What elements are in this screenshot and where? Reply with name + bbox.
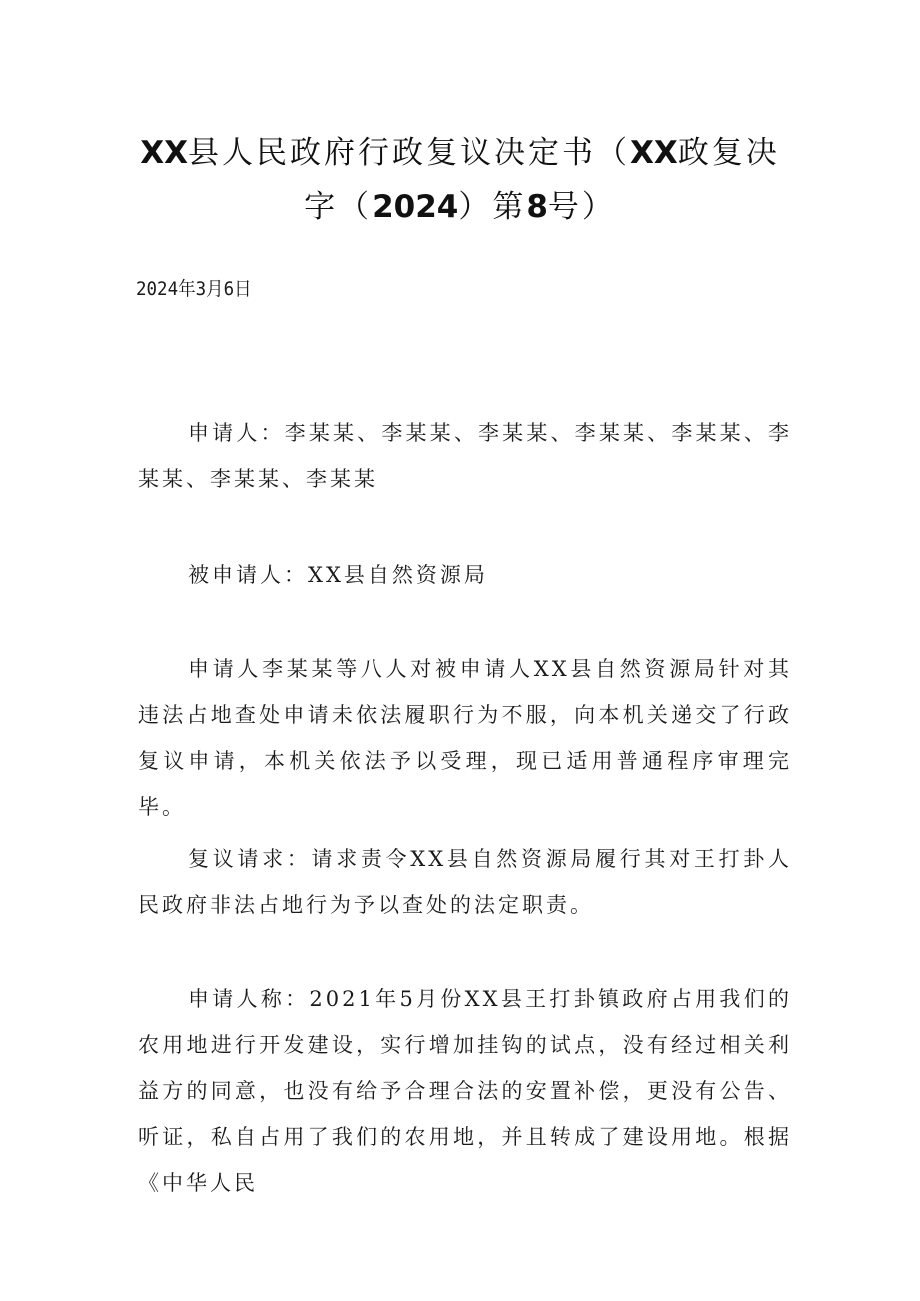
document-title-line2 xyxy=(120,182,800,232)
paragraph-respondent: 被申请人：XX县自然资源局 xyxy=(188,563,488,587)
paragraph-intro: 申请人李某某等八人对被申请人XX县自然资源局针对其违法占地查处申请未依法履职行为不服，向本机关递交了行政复议申请，本机关依法予以受理，现已适用普通程序审理完毕。 xyxy=(138,657,792,819)
title-part3: 号） xyxy=(547,189,616,225)
title-part1: 字（ xyxy=(304,189,373,225)
title-suffix: 政复决 xyxy=(677,135,780,171)
paragraph-applicant: 申请人：李某某、李某某、李某某、李某某、李某某、李某某、李某某、李某某 xyxy=(138,421,792,491)
title-mid-latin: XX xyxy=(630,135,678,171)
title-middle: 县人民政府行政复议决定书（ xyxy=(188,135,630,171)
title-prefix: XX xyxy=(140,135,188,171)
paragraph-request: 复议请求：请求责令XX县自然资源局履行其对王打卦人民政府非法占地行为予以查处的法定职责。 xyxy=(138,847,792,917)
document-title-line1 xyxy=(120,128,800,178)
title-number: 8 xyxy=(526,189,548,225)
document-date: 2024年3月6日 xyxy=(136,278,252,300)
paragraph-claim: 申请人称：2021年5月份XX县王打卦镇政府占用我们的农用地进行开发建设，实行增加挂钩的试点，没有经过相关利益方的同意，也没有给予合理合法的安置补偿，更没有公告、听证，私自占用了我们的农用地，并且转成了建设用地。根据《中华人民 xyxy=(138,987,792,1195)
title-part2: ）第 xyxy=(458,189,527,225)
title-year: 2024 xyxy=(372,189,459,225)
